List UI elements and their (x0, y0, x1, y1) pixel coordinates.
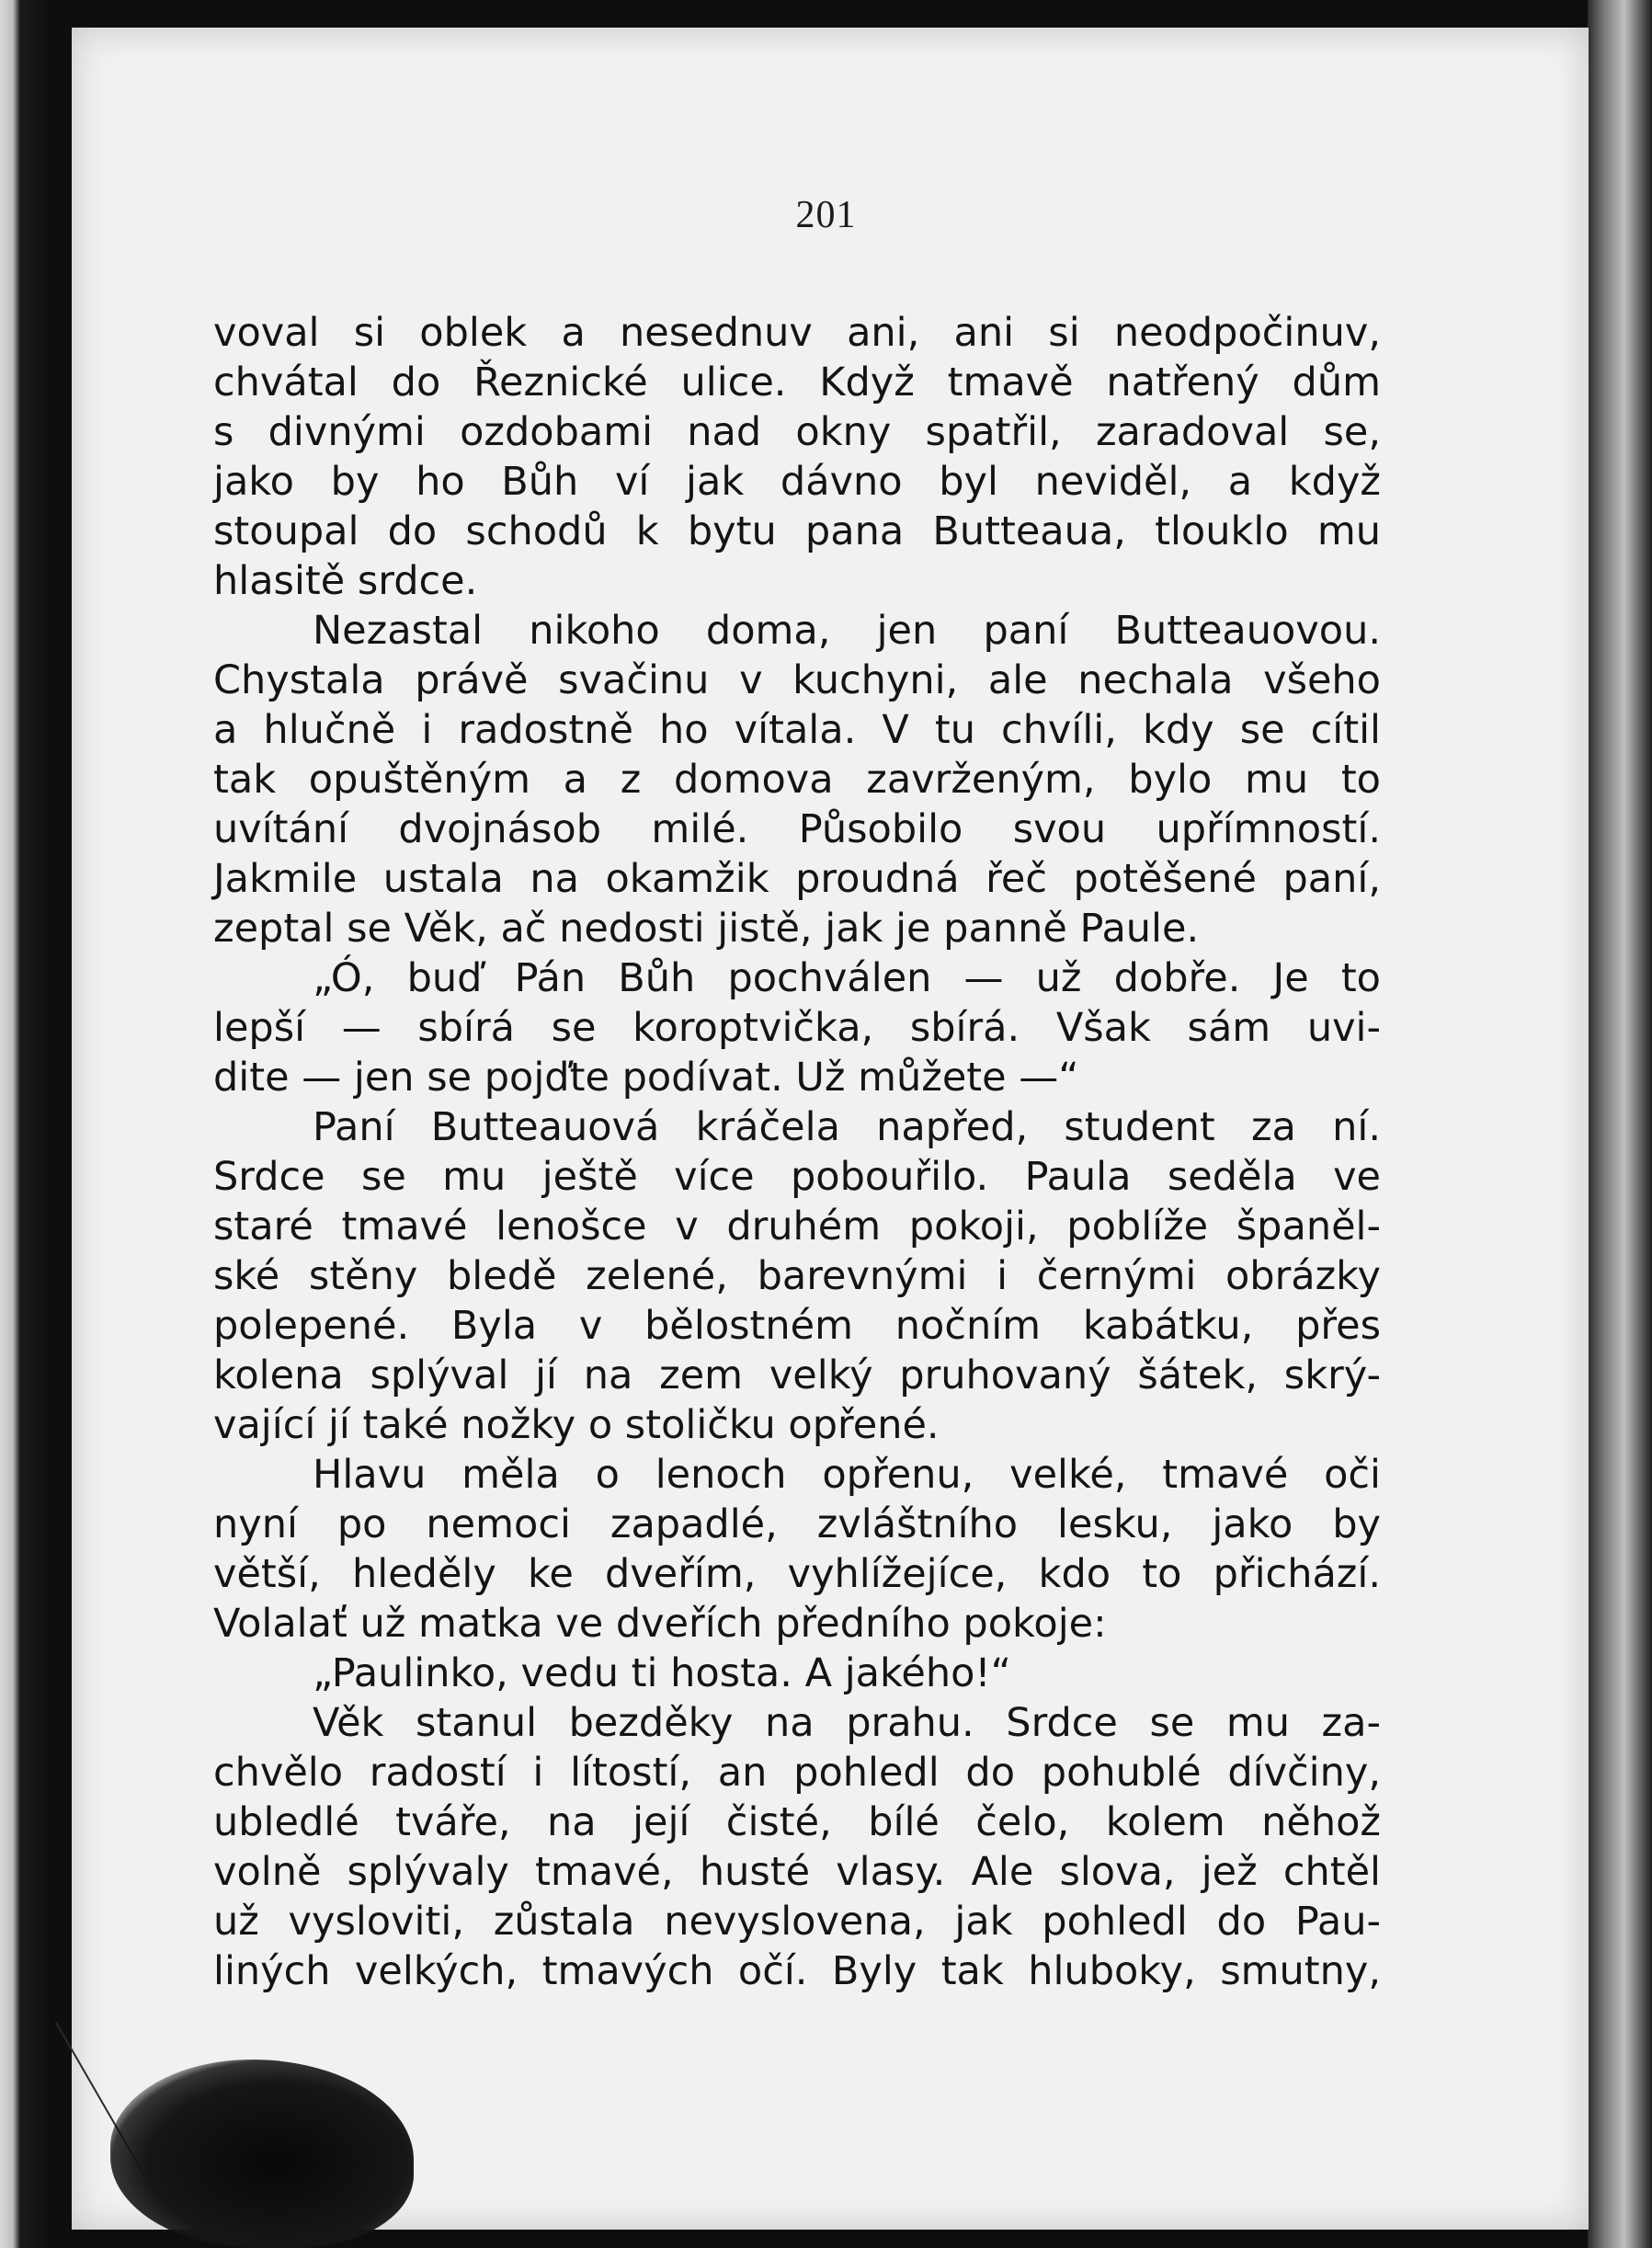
text-line: Volalať už matka ve dveřích předního pokoje: (213, 1601, 1107, 1647)
text-line: staré tmavé lenošce v druhém pokoji, poblíže španěl- (213, 1204, 1381, 1250)
text-line: tak opuštěným a z domova zavrženým, bylo mu to (213, 757, 1381, 803)
body-text (213, 308, 1381, 1996)
text-line: liných velkých, tmavých očí. Byly tak hluboky, smutny, (213, 1948, 1381, 1994)
text-line: Věk stanul bezděky na prahu. Srdce se mu za- (313, 1700, 1381, 1746)
text-line: „Ó, buď Pán Bůh pochválen — už dobře. Je to (313, 955, 1381, 1001)
text-line: ubledlé tváře, na její čisté, bílé čelo, kolem něhož (213, 1799, 1381, 1845)
text-line: Chystala právě svačinu v kuchyni, ale nechala všeho (213, 657, 1381, 703)
text-line: „Paulinko, vedu ti hosta. A jakého!“ (313, 1650, 1011, 1696)
text-line: polepené. Byla v bělostném nočním kabátku, přes (213, 1303, 1381, 1349)
text-line: nyní po nemoci zapadlé, zvláštního lesku, jako by (213, 1501, 1381, 1547)
text-line: chvělo radostí i lítostí, an pohledl do pohublé dívčiny, (213, 1750, 1381, 1796)
text-line: jako by ho Bůh ví jak dávno byl neviděl, a když (213, 459, 1381, 505)
text-line: kolena splýval jí na zem velký pruhovaný šátek, skrý- (213, 1352, 1381, 1398)
text-line: Srdce se mu ještě více pobouřilo. Paula seděla ve (213, 1154, 1381, 1200)
text-line: vající jí také nožky o stoličku opřené. (213, 1402, 940, 1448)
text-line: Paní Butteauová kráčela napřed, student za ní. (313, 1104, 1381, 1150)
text-line: voval si oblek a nesednuv ani, ani si neodpočinuv, (213, 310, 1381, 356)
text-line: uvítání dvojnásob milé. Působilo svou upřímností. (213, 806, 1381, 852)
text-line: Nezastal nikoho doma, jen paní Butteauovou. (313, 608, 1381, 654)
text-line: hlasitě srdce. (213, 558, 478, 604)
left-page-edge (0, 0, 55, 2248)
text-line: a hlučně i radostně ho vítala. V tu chvíli, kdy se cítil (213, 707, 1381, 753)
text-line: chvátal do Řeznické ulice. Když tmavě natřený dům (213, 359, 1381, 405)
page-number: 201 (795, 194, 857, 236)
text-line: ské stěny bledě zelené, barevnými i černými obrázky (213, 1253, 1381, 1299)
text-line: Jakmile ustala na okamžik proudná řeč potěšené paní, (213, 856, 1381, 902)
text-line: s divnými ozdobami nad okny spatřil, zaradoval se, (213, 409, 1381, 455)
text-line: zeptal se Věk, ač nedosti jistě, jak je panně Paule. (213, 906, 1200, 952)
text-line: už vysloviti, zůstala nevyslovena, jak pohledl do Pau- (213, 1899, 1381, 1945)
text-line: dite — jen se pojďte podívat. Už můžete —“ (213, 1055, 1079, 1101)
right-page-edge (1588, 0, 1652, 2248)
text-line: Hlavu měla o lenoch opřenu, velké, tmavé oči (313, 1452, 1381, 1498)
text-line: větší, hleděly ke dveřím, vyhlížejíce, kdo to přichází. (213, 1551, 1381, 1597)
text-line: lepší — sbírá se koroptvička, sbírá. Však sám uvi- (213, 1005, 1381, 1051)
text-line: stoupal do schodů k bytu pana Butteaua, tlouklo mu (213, 508, 1381, 554)
text-line: volně splývaly tmavé, husté vlasy. Ale slova, jež chtěl (213, 1849, 1381, 1895)
